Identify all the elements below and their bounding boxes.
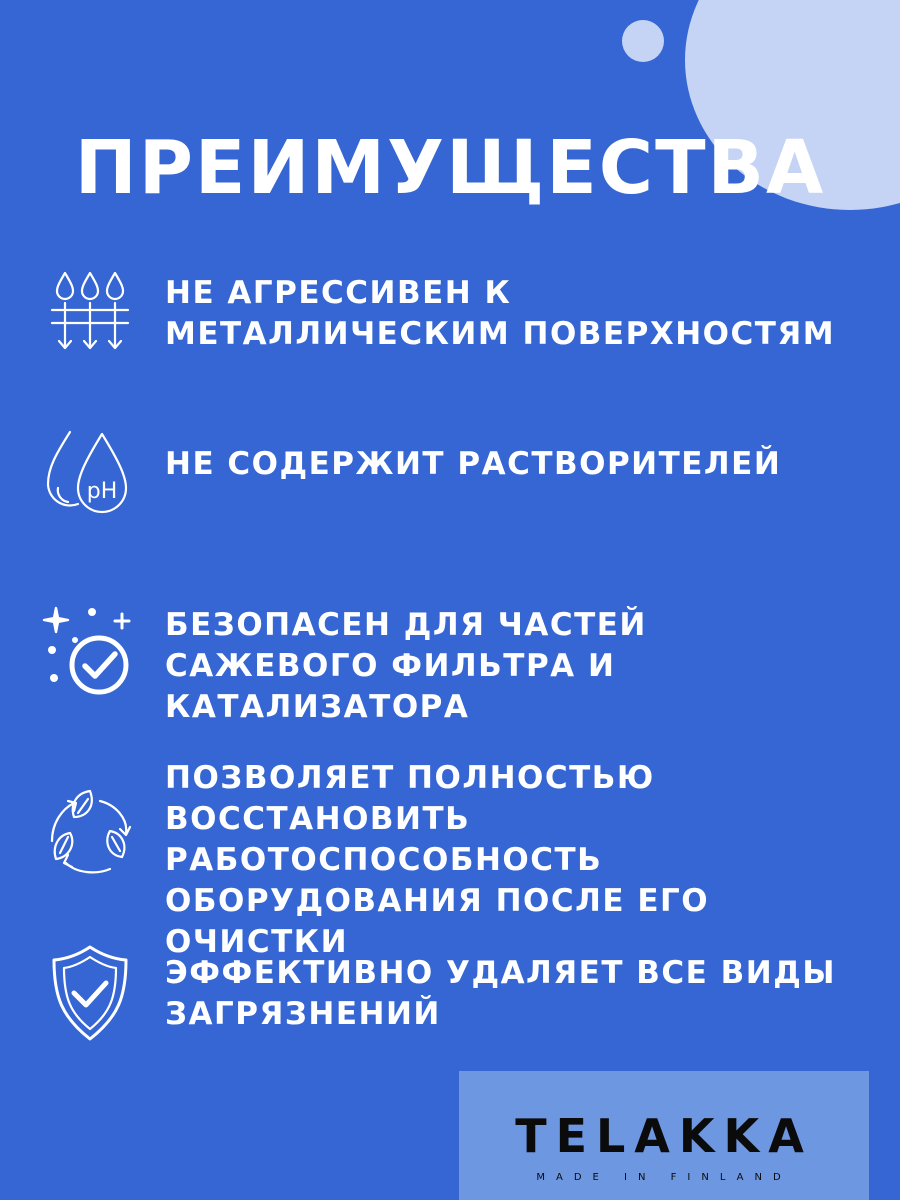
feature-text: БЕЗОПАСЕН ДЛЯ ЧАСТЕЙ САЖЕВОГО ФИЛЬТРА И КАТАЛИЗАТОРА [165,607,647,725]
feature-text: ПОЗВОЛЯЕТ ПОЛНОСТЬЮ ВОССТАНОВИТЬ РАБОТОСПОСОБНОСТЬ ОБОРУДОВАНИЯ ПОСЛЕ ЕГО ОЧИСТКИ [165,760,710,960]
svg-text:pH: pH [86,479,118,504]
recycle-leaves-icon [40,783,140,883]
feature-text: ЭФФЕКТИВНО УДАЛЯЕТ ВСЕ ВИДЫ ЗАГРЯЗНЕНИЙ [165,955,836,1032]
brand-name: TELAKKA [515,1109,813,1163]
decorative-dot [622,20,664,62]
brand-tagline: MADE IN FINLAND [536,1172,792,1183]
ph-drops-icon [40,428,140,528]
feature-text: НЕ АГРЕССИВЕН К МЕТАЛЛИЧЕСКИМ ПОВЕРХНОСТЯМ [165,275,836,352]
page-title: ПРЕИМУЩЕСТВА [74,125,826,211]
sparkle-check-icon [40,600,140,700]
brand-logo-box [459,1071,869,1200]
feature-text: НЕ СОДЕРЖИТ РАСТВОРИТЕЛЕЙ [165,446,782,482]
shield-check-icon [40,943,140,1043]
water-drops-grid-icon [40,265,140,365]
